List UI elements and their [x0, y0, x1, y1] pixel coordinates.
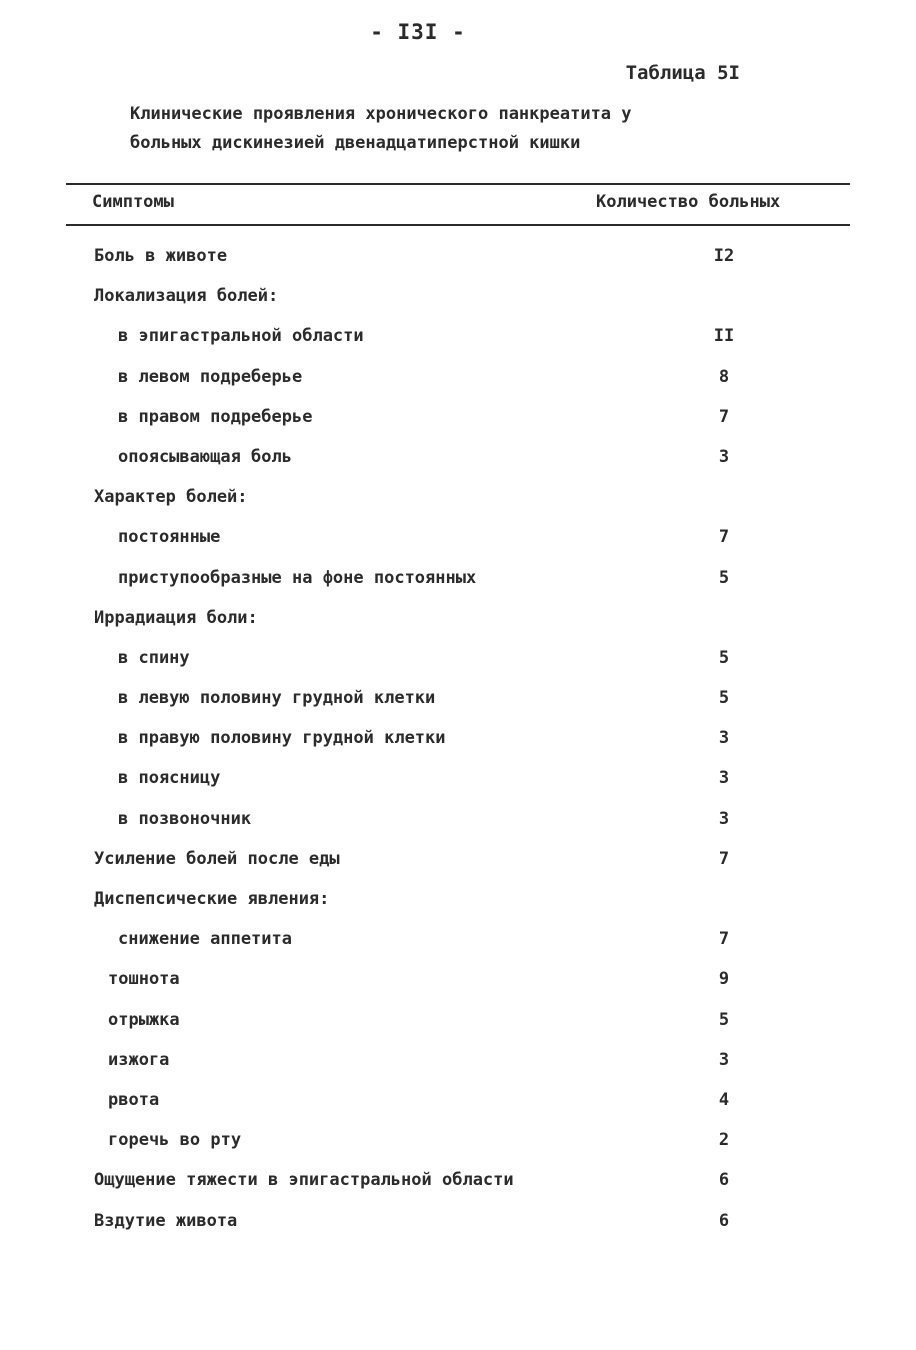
table-row: [0, 558, 916, 598]
table-body: [0, 236, 916, 1241]
symptom-label: рвота: [108, 1089, 160, 1110]
symptom-label: в поясницу: [118, 768, 221, 789]
symptom-label: горечь во рту: [108, 1130, 242, 1151]
patient-count: 9: [718, 969, 730, 990]
table-row: [0, 1000, 916, 1040]
table-row: [0, 1040, 916, 1080]
patient-count: II: [713, 326, 735, 347]
table-row: [0, 839, 916, 879]
patient-count: 5: [718, 1009, 730, 1030]
symptom-label: в позвоночник: [118, 808, 252, 829]
page-number: - I3I -: [370, 20, 466, 44]
table-row: [0, 758, 916, 798]
table-row: [0, 598, 916, 638]
table-row: [0, 316, 916, 356]
table-row: [0, 718, 916, 758]
patient-count: 3: [718, 1049, 730, 1070]
symptom-label: Ощущение тяжести в эпигастральной области: [94, 1170, 514, 1191]
table-row: [0, 638, 916, 678]
patient-count: 6: [718, 1170, 730, 1191]
table-row: [0, 276, 916, 316]
patient-count: 3: [718, 446, 730, 467]
caption-line-1: Клинические проявления хронического панкреатита у: [130, 104, 632, 124]
patient-count: 3: [718, 728, 730, 749]
patient-count: I2: [713, 246, 735, 266]
symptom-label: постоянные: [118, 527, 221, 548]
symptom-label: Иррадиация боли:: [94, 607, 258, 628]
patient-count: 5: [718, 688, 730, 709]
patient-count: 5: [718, 647, 730, 668]
symptom-label: в эпигастральной области: [118, 326, 364, 347]
symptom-label: приступообразные на фоне постоянных: [118, 567, 477, 588]
table-row: [0, 919, 916, 959]
symptom-label: в правом подреберье: [118, 406, 313, 427]
table-row: [0, 437, 916, 477]
table-caption: [130, 100, 770, 158]
symptom-label: изжога: [108, 1049, 170, 1070]
table-row: [0, 879, 916, 919]
patient-count: 5: [718, 567, 730, 588]
symptom-label: снижение аппетита: [118, 929, 292, 950]
patient-count: 3: [718, 768, 730, 789]
table-row: [0, 517, 916, 557]
symptom-label: в спину: [118, 647, 190, 668]
symptom-label: опоясывающая боль: [118, 446, 292, 467]
header-count: Количество больных: [596, 192, 781, 212]
table-label: Таблица 5I: [625, 62, 740, 84]
table-row: [0, 477, 916, 517]
table-row: [0, 397, 916, 437]
table-row: [0, 959, 916, 999]
caption-line-2: больных дискинезией двенадцатиперстной кишки: [130, 133, 581, 153]
symptom-label: в левую половину грудной клетки: [118, 688, 436, 709]
header-symptoms: Симптомы: [92, 192, 174, 212]
symptom-label: Диспепсические явления:: [94, 889, 330, 909]
symptom-label: в правую половину грудной клетки: [118, 728, 446, 749]
symptom-label: тошнота: [108, 969, 180, 990]
table-row: [0, 1160, 916, 1200]
table-row: [0, 1080, 916, 1120]
patient-count: 4: [718, 1089, 730, 1110]
patient-count: 2: [718, 1130, 730, 1151]
table-row: [0, 678, 916, 718]
symptom-label: Боль в животе: [94, 246, 228, 266]
symptom-label: Локализация болей:: [94, 286, 279, 307]
table-row: [0, 799, 916, 839]
patient-count: 7: [718, 527, 730, 548]
table-row: [0, 357, 916, 397]
symptom-label: Характер болей:: [94, 487, 248, 508]
patient-count: 7: [718, 848, 730, 869]
table-row: [0, 236, 916, 276]
table-row: [0, 1120, 916, 1160]
patient-count: 7: [718, 929, 730, 950]
symptom-label: Усиление болей после еды: [94, 848, 340, 869]
patient-count: 8: [718, 366, 730, 387]
symptom-label: отрыжка: [108, 1009, 180, 1030]
table-row: [0, 1201, 916, 1241]
symptom-label: в левом подреберье: [118, 366, 303, 387]
table-header-rule: [66, 224, 850, 226]
symptom-label: Вздутие живота: [94, 1210, 238, 1231]
table-top-rule: [66, 183, 850, 185]
patient-count: 3: [718, 808, 730, 829]
patient-count: 7: [718, 406, 730, 427]
patient-count: 6: [718, 1210, 730, 1231]
